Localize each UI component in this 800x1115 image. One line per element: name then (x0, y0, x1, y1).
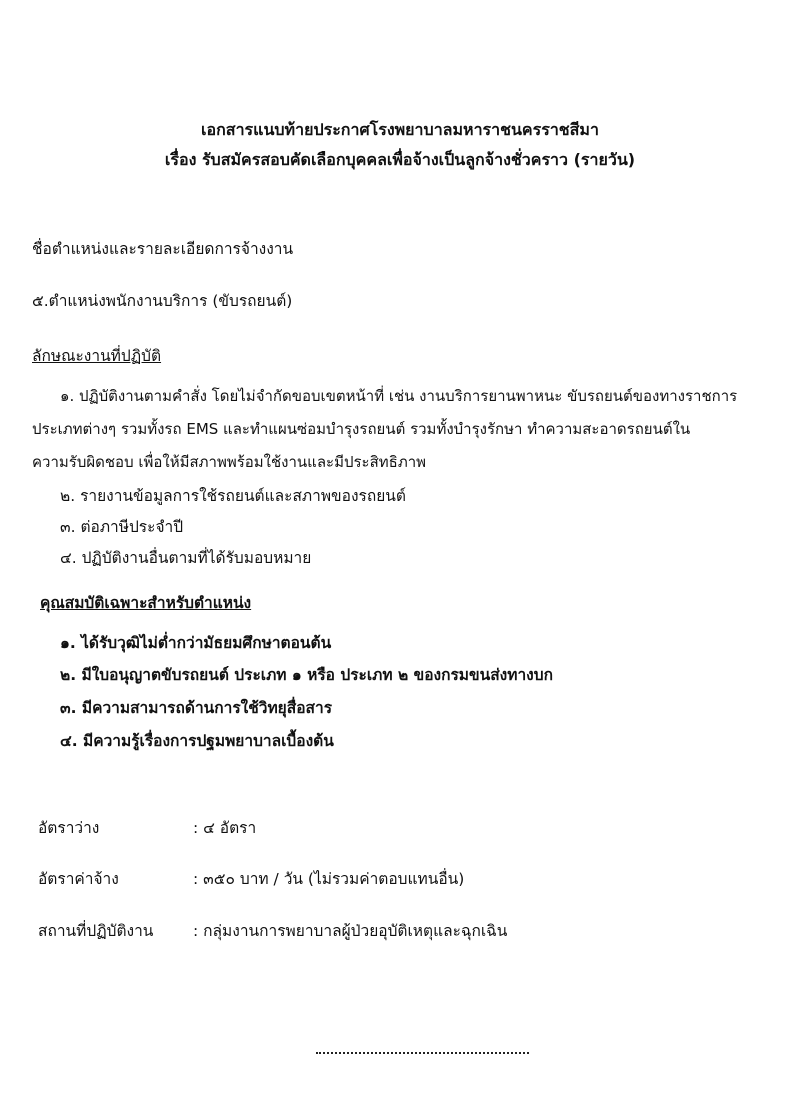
duty-item-4: ๔. ปฏิบัติงานอื่นตามที่ได้รับมอบหมาย (60, 549, 312, 567)
vacancy-value: : ๔ อัตรา (193, 819, 257, 837)
qualification-item-3: ๓. มีความสามารถด้านการใช้วิทยุสื่อสาร (60, 699, 333, 717)
section-heading: ชื่อตำแหน่งและรายละเอียดการจ้างงาน (32, 240, 294, 258)
document-title-line1: เอกสารแนบท้ายประกาศโรงพยาบาลมหาราชนครราชสีมา (201, 120, 599, 139)
duty-item-1-line2: ประเภทต่างๆ รวมทั้งรถ EMS และทำแผนซ่อมบำรุงรถยนต์ รวมทั้งบำรุงรักษา ทำความสะอาดรถยนต์ใน (32, 420, 691, 438)
wage-value: : ๓๕๐ บาท / วัน (ไม่รวมค่าตอบแทนอื่น) (193, 870, 465, 888)
qualifications-heading: คุณสมบัติเฉพาะสำหรับตำแหน่ง (40, 594, 252, 612)
duty-item-3: ๓. ต่อภาษีประจำปี (60, 518, 184, 536)
position-title: ๕.ตำแหน่งพนักงานบริการ (ขับรถยนต์) (32, 292, 293, 310)
document-title-line2: เรื่อง รับสมัครสอบคัดเลือกบุคคลเพื่อจ้างเป็นลูกจ้างชั่วคราว (รายวัน) (164, 150, 636, 169)
duty-item-1-line1: ๑. ปฏิบัติงานตามคำสั่ง โดยไม่จำกัดขอบเขตหน้าที่ เช่น งานบริการยานพาหนะ ขับรถยนต์ของทางราชการ (60, 387, 738, 405)
duty-item-2: ๒. รายงานข้อมูลการใช้รถยนต์และสภาพของรถยนต์ (60, 487, 406, 505)
qualification-item-4: ๔. มีความรู้เรื่องการปฐมพยาบาลเบื้องต้น (60, 732, 334, 750)
dotted-end-line (316, 1052, 529, 1054)
qualification-item-2: ๒. มีใบอนุญาตขับรถยนต์ ประเภท ๑ หรือ ประเภท ๒ ของกรมขนส่งทางบก (60, 666, 553, 684)
workplace-label: สถานที่ปฏิบัติงาน (38, 922, 154, 940)
qualification-item-1: ๑. ได้รับวุฒิไม่ต่ำกว่ามัธยมศึกษาตอนต้น (60, 634, 332, 652)
workplace-value: : กลุ่มงานการพยาบาลผู้ป่วยอุบัติเหตุและฉุกเฉิน (193, 922, 508, 940)
wage-label: อัตราค่าจ้าง (38, 870, 119, 888)
duty-item-1-line3: ความรับผิดชอบ เพื่อให้มีสภาพพร้อมใช้งานและมีประสิทธิภาพ (32, 453, 427, 471)
duties-heading: ลักษณะงานที่ปฏิบัติ (32, 347, 162, 365)
vacancy-label: อัตราว่าง (38, 819, 100, 837)
